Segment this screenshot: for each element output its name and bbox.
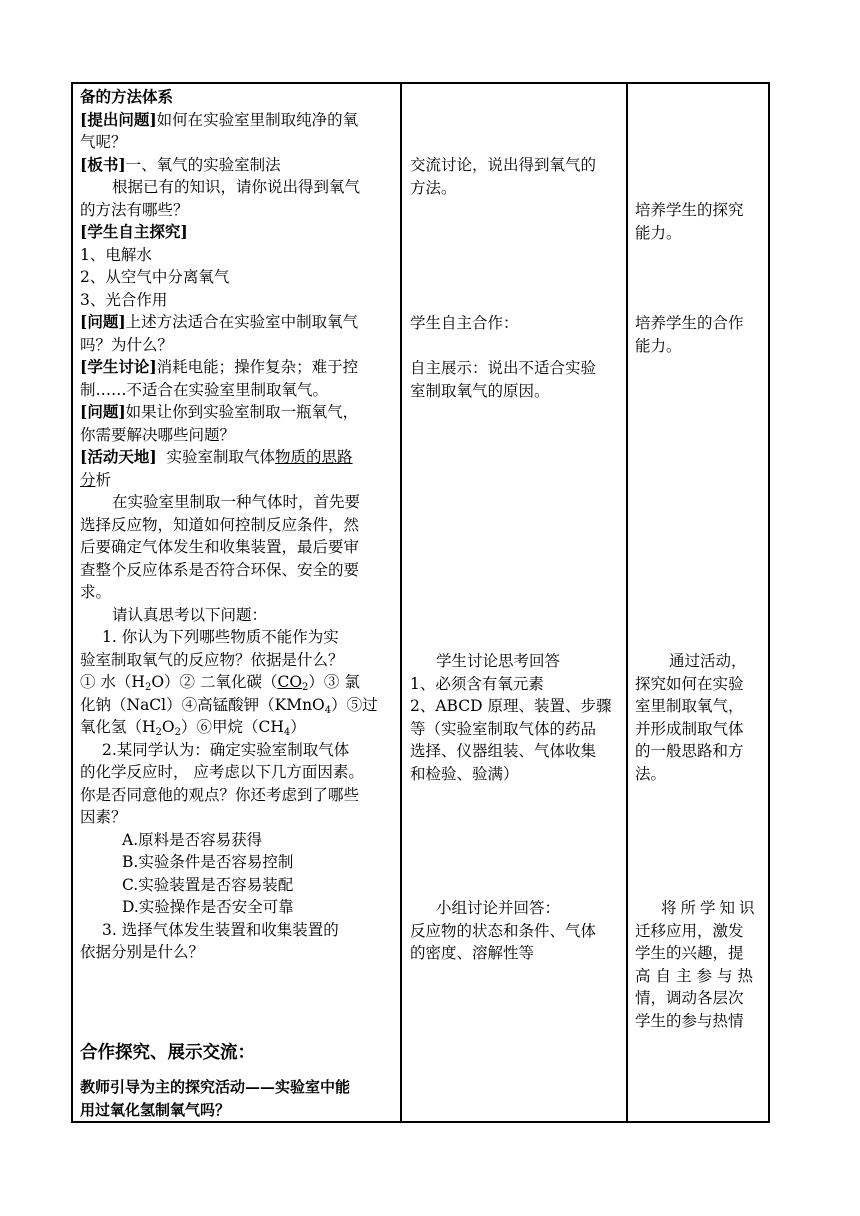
list-item: 1、电解水 [80, 245, 152, 264]
design-intent-block [635, 199, 765, 244]
text-line [80, 401, 396, 424]
text-line: 方法。 [410, 178, 457, 197]
text-line: 的一般思路和方 [635, 742, 744, 760]
text-line: 和检验、验满） [410, 764, 519, 783]
underlined-span: 物质的思路 [275, 448, 353, 466]
student-activity-block [410, 357, 620, 402]
text-line: 的方法有哪些？ [80, 200, 189, 219]
text-span: 化钠（NaCl）④高锰酸钾（KMnO [80, 695, 325, 714]
substance-list-line [80, 716, 396, 739]
text-line: 室制取氧气的原因。 [410, 381, 550, 400]
text-span: ）⑤过 [331, 695, 378, 714]
student-activity-block [410, 650, 620, 785]
text-line: 学生的参与热情 [635, 1011, 744, 1030]
text-span: ）③ 氯 [308, 673, 360, 691]
text-span: O）② 二氧化碳（ [151, 673, 278, 691]
student-activity-block [410, 312, 620, 335]
text-span: 实验室制取气体 [166, 448, 276, 466]
question-line: 验室制取氧气的反应物？依据是什么？ [80, 650, 344, 669]
text-line: 吗？为什么？ [80, 335, 174, 354]
text-line: 备的方法体系 [80, 87, 174, 106]
text-span: ） [290, 718, 306, 736]
text-span: 消耗电能；操作复杂；难于控 [156, 358, 359, 376]
text-line [80, 446, 396, 469]
question-line: 1. 你认为下列哪些物质不能作为实 [102, 628, 339, 646]
text-span: 析 [95, 470, 112, 489]
option-line: A.原料是否容易获得 [122, 830, 263, 849]
text-span: 如果让你到实验室制取一瓶氧气， [125, 403, 359, 421]
subscript: 4 [283, 727, 291, 738]
tag-label: [问题] [80, 402, 126, 421]
tag-label: [提出问题] [80, 109, 157, 129]
text-line: 你需要解决哪些问题？ [80, 425, 236, 444]
text-line [80, 109, 396, 132]
tag-label: [活动天地] [80, 447, 157, 466]
text-line: 学生的兴趣，提 [635, 944, 744, 962]
section-heading: 合作探究、展示交流： [80, 1043, 255, 1063]
text-line: 情，调动各层次 [635, 989, 744, 1007]
design-intent-block [635, 312, 765, 357]
subscript: 2 [174, 727, 181, 738]
column-divider [400, 82, 402, 1123]
text-line: 探究如何在实验 [635, 674, 744, 693]
text-line: 室里制取氧气， [635, 697, 744, 715]
section-subheading [80, 1076, 396, 1121]
substance-list-line [80, 694, 396, 717]
question-line: 的化学反应时， 应考虑以下几方面因素。 [80, 763, 364, 781]
option-line: C.实验装置是否容易装配 [122, 875, 294, 894]
list-item: 3、光合作用 [80, 290, 168, 309]
design-intent-block [635, 897, 765, 1032]
option-line: B.实验条件是否容易控制 [122, 853, 294, 871]
text-line: [学生自主探究] [80, 222, 188, 241]
text-line [80, 469, 396, 492]
paragraph-line: 求。 [80, 583, 112, 601]
text-line: 的密度、溶解性等 [410, 944, 535, 962]
text-line: 培养学生的探究 [635, 201, 744, 219]
text-span: 一、氧气的实验室制法 [125, 155, 281, 174]
text-span: CO [277, 673, 303, 691]
text-line: 能力。 [635, 223, 682, 242]
student-activity-block [410, 897, 620, 965]
text-line: 制……不适合在实验室里制取氧气。 [80, 380, 329, 399]
text-span: O [161, 718, 175, 736]
paragraph-line: 后要确定气体发生和收集装置，最后要审 [80, 538, 360, 556]
design-intent-block [635, 650, 765, 785]
tag-label: [板书] [80, 154, 126, 174]
text-line: 并形成制取气体 [635, 719, 744, 738]
tag-label: [学生讨论] [80, 357, 157, 376]
text-line [80, 311, 396, 334]
question-line: 你是否同意他的观点？你还考虑到了哪些 [80, 785, 360, 804]
text-line [80, 356, 396, 379]
text-line: 交流讨论，说出得到氧气的 [410, 156, 597, 174]
text-line: 小组讨论并回答： [436, 899, 561, 917]
text-line: 自主展示：说出不适合实验 [410, 359, 597, 377]
text-line: 等（实验室制取气体的药品 [410, 719, 597, 738]
substance-list-line [80, 671, 396, 694]
subscript: 2 [302, 682, 309, 693]
text-line: 反应物的状态和条件、气体 [410, 921, 597, 940]
text-line: 2、ABCD 原理、装置、步骤 [410, 697, 612, 715]
underlined-span: 分 [80, 470, 96, 489]
text-line [80, 154, 396, 177]
text-line: 气呢？ [80, 133, 127, 151]
underlined-span [277, 673, 308, 691]
subscript: 2 [155, 727, 162, 738]
text-line: 通过活动， [669, 652, 747, 670]
text-line: 法。 [635, 764, 667, 783]
question-line: 因素？ [80, 808, 127, 826]
text-span: 如何在实验室里制取纯净的氧 [156, 110, 359, 129]
teacher-activity-column [80, 86, 396, 964]
question-line: 3. 选择气体发生装置和收集装置的 [102, 920, 339, 939]
text-line: 学生讨论思考回答 [436, 652, 561, 670]
text-line: 学生自主合作： [410, 314, 519, 332]
column-divider [626, 82, 628, 1123]
text-span: ① 水（H [80, 673, 145, 691]
paragraph-line: 选择反应物，知道如何控制反应条件，然 [80, 515, 360, 534]
question-line: 2.某同学认为：确定实验室制取气体 [102, 740, 350, 759]
text-line: 高自主参与热 [635, 966, 759, 985]
subscript: 4 [324, 704, 332, 716]
text-line: 能力。 [635, 336, 682, 355]
option-line: D.实验操作是否安全可靠 [122, 898, 294, 916]
text-span: 氧化氢（H [80, 718, 156, 736]
tag-label: [问题] [80, 312, 126, 331]
text-span: ）⑥甲烷（CH [181, 718, 284, 736]
paragraph-line: 在实验室里制取一种气体时，首先要 [112, 493, 361, 511]
text-line: 培养学生的合作 [635, 314, 744, 332]
text-line: 请认真思考以下问题： [112, 605, 268, 624]
text-line: 选择、仪器组装、气体收集 [410, 742, 597, 760]
question-line: 依据分别是什么？ [80, 943, 205, 961]
text-line: 迁移应用，激发 [635, 921, 744, 940]
text-line: 将所学知识 [661, 899, 759, 917]
paragraph-line: 查整个反应体系是否符合环保、安全的要 [80, 560, 360, 579]
text-line: 教师引导为主的探究活动——实验室中能 [80, 1078, 351, 1096]
text-line: 1、必须含有氧元素 [410, 674, 544, 693]
text-span: 上述方法适合在实验室中制取氧气 [125, 313, 359, 331]
text-line: 用过氧化氢制氧气吗？ [80, 1100, 231, 1119]
student-activity-block [410, 154, 620, 199]
list-item: 2、从空气中分离氧气 [80, 268, 230, 286]
subscript: 2 [144, 682, 152, 693]
text-line: 根据已有的知识，请你说出得到氧气 [112, 178, 361, 196]
